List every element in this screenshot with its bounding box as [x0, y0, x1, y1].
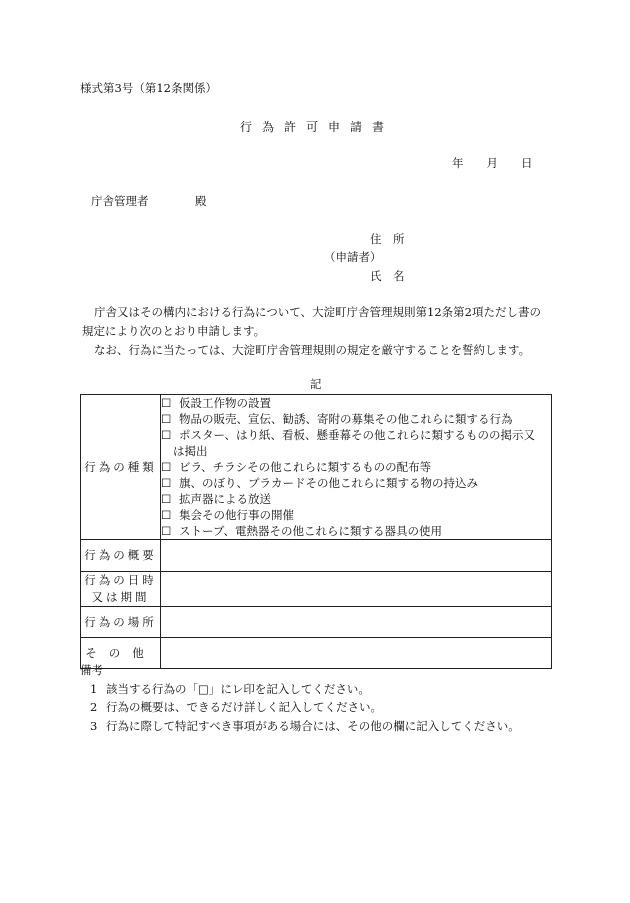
checkbox-icon[interactable]: ☐	[161, 492, 172, 506]
applicant-label: （申請者）	[324, 250, 382, 264]
date-line: 年 月 日	[452, 156, 533, 170]
place-input-cell[interactable]	[161, 607, 552, 638]
body-paragraph-1: 庁舎又はその構内における行為について、大淀町庁舎管理規則第12条第2項ただし書の規定により次のとおり申請します。	[82, 305, 541, 338]
row-place	[81, 607, 552, 638]
place-label: 行為の場所	[84, 614, 157, 629]
activity-type-label: 行為の種類	[84, 459, 157, 474]
option-1[interactable]	[161, 411, 551, 427]
option-label: ビラ、チラシその他これらに類するものの配布等	[179, 460, 432, 474]
datetime-label-cell	[81, 572, 161, 607]
note-item	[80, 698, 520, 717]
option-7[interactable]	[161, 523, 551, 539]
place-label-cell	[81, 607, 161, 638]
note-text: 該当する行為の「□」にレ印を記入してください。	[106, 681, 370, 696]
checkbox-icon[interactable]: ☐	[161, 524, 172, 538]
datetime-label-line-2: 又は期間	[91, 590, 150, 604]
notes	[80, 661, 520, 735]
option-6[interactable]	[161, 507, 551, 523]
summary-label: 行為の概要	[84, 548, 157, 562]
option-label: 拡声器による放送	[179, 492, 271, 506]
row-activity-type	[81, 395, 552, 540]
option-label: 物品の販売、宣伝、勧誘、寄附の募集その他これらに類する行為	[179, 412, 513, 426]
form-number: 様式第3号（第12条関係）	[80, 81, 217, 95]
address-label: 住 所	[370, 232, 405, 246]
option-label: 仮設工作物の設置	[179, 396, 271, 410]
note-number: 1	[90, 681, 98, 696]
document-title: 行為許可申請書	[240, 120, 395, 134]
checkbox-icon[interactable]: ☐	[161, 460, 172, 474]
note-item	[80, 717, 520, 736]
option-label: 集会その他行事の開催	[179, 508, 294, 522]
note-text: 行為の概要は、できるだけ詳しく記入してください。	[106, 700, 382, 714]
option-3[interactable]	[161, 459, 551, 475]
option-label-line-2: は掲出	[173, 444, 208, 458]
row-datetime	[81, 572, 552, 607]
option-2[interactable]	[161, 427, 551, 459]
note-item	[80, 680, 520, 699]
option-4[interactable]	[161, 475, 551, 491]
option-label: ストーブ、電熱器その他これらに類する器具の使用	[179, 524, 443, 538]
note-number: 3	[90, 718, 98, 733]
checkbox-icon[interactable]: ☐	[161, 428, 172, 442]
addressee: 庁舎管理者	[91, 194, 149, 208]
application-table	[80, 394, 552, 669]
option-label-line-1: ポスター、はり紙、看板、懸垂幕その他これらに類するものの掲示又	[179, 428, 536, 442]
addressee-honorific: 殿	[195, 194, 207, 208]
option-label: 旗、のぼり、プラカードその他これらに類する物の持込み	[179, 476, 478, 490]
checkbox-icon[interactable]: ☐	[161, 412, 172, 426]
row-summary	[81, 540, 552, 572]
note-number: 2	[90, 700, 98, 714]
checkbox-icon[interactable]: ☐	[161, 396, 172, 410]
body-text	[82, 303, 552, 360]
summary-input-cell[interactable]	[161, 540, 552, 572]
option-0[interactable]	[161, 395, 551, 411]
body-paragraph-2: なお、行為に当たっては、大淀町庁舎管理規則の規定を厳守することを誓約します。	[94, 343, 531, 357]
section-label: 記	[310, 377, 322, 391]
checkbox-icon[interactable]: ☐	[161, 476, 172, 490]
datetime-label-line-1: 行為の日時	[84, 573, 157, 587]
activity-type-label-cell	[81, 395, 161, 540]
name-label: 氏 名	[370, 269, 405, 283]
notes-heading: 備考	[80, 663, 103, 677]
note-text: 行為に際して特記すべき事項がある場合には、その他の欄に記入してください。	[106, 718, 520, 733]
option-label	[173, 427, 551, 459]
summary-label-cell	[81, 540, 161, 572]
other-label: その他	[85, 645, 156, 660]
datetime-input-cell[interactable]	[161, 572, 552, 607]
checkbox-icon[interactable]: ☐	[161, 508, 172, 522]
option-5[interactable]	[161, 491, 551, 507]
activity-type-options	[161, 395, 552, 540]
